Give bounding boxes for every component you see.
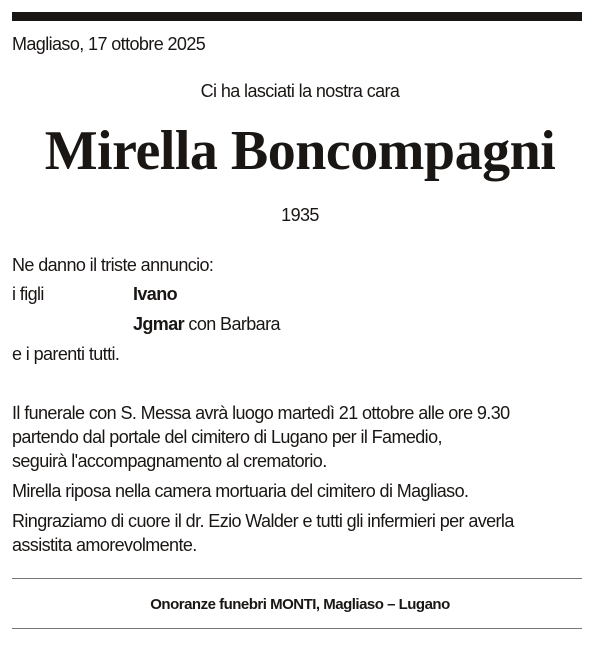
funeral-home: Onoranze funebri MONTI, Magliaso – Lugano [150, 596, 450, 613]
top-rule [12, 12, 582, 21]
funeral-line-1: Il funerale con S. Messa avrà luogo martedì 21 ottobre alle ore 9.30 [12, 403, 510, 423]
funeral-line-2: partendo dal portale del cimitero di Lugano per il Famedio, [12, 427, 442, 447]
thanks-line-2: assistita amorevolmente. [12, 535, 197, 555]
place-date: Magliaso, 17 ottobre 2025 [12, 34, 206, 54]
children-label: i figli [12, 284, 44, 304]
birth-year: 1935 [281, 205, 319, 225]
funeral-line-3: seguirà l'accompagnamento al crematorio. [12, 451, 327, 471]
child-1 [133, 282, 177, 306]
divider [12, 578, 582, 579]
thanks-line-1: Ringraziamo di cuore il dr. Ezio Walder e tutti gli infermieri per averla [12, 511, 514, 531]
intro-text: Ci ha lasciati la nostra cara [200, 81, 400, 101]
divider [12, 628, 582, 629]
child-2 [133, 312, 280, 336]
announce-text: Ne danno il triste annuncio: [12, 255, 214, 275]
child-name: Jgmar [133, 314, 185, 334]
child-name: Ivano [133, 284, 178, 304]
child-suffix: con Barbara [184, 314, 280, 334]
deceased-name: Mirella Boncompagni [44, 120, 556, 182]
relatives-text: e i parenti tutti. [12, 344, 120, 364]
rest-line: Mirella riposa nella camera mortuaria del cimitero di Magliaso. [12, 481, 469, 501]
